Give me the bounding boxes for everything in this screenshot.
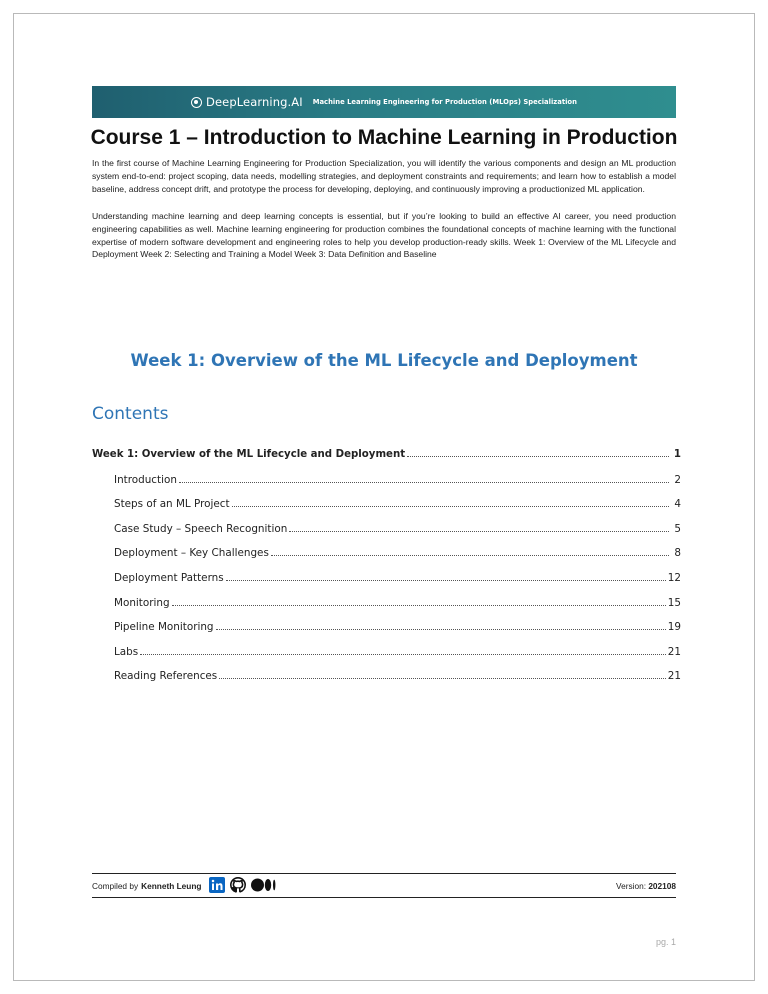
toc-leader-dots	[271, 554, 669, 556]
toc-entry-monitoring[interactable]	[92, 597, 681, 622]
toc-entry-introduction[interactable]	[92, 474, 681, 499]
toc-entry-label: Introduction	[114, 473, 177, 486]
intro-paragraph-1: In the first course of Machine Learning Engineering for Production Specialization, you will identify the various components and design an ML production system end-to-end: project scoping, data needs, modelling strategies, and deployment constraints and requirements; and learn how to establish a model baseline, address concept drift, and prototype the process for developing, deploying, and continuously improving a productionized ML application.	[92, 158, 676, 194]
toc-entry-label: Week 1: Overview of the ML Lifecycle and Deployment	[92, 449, 406, 460]
brand-name: DeepLearning.AI	[206, 95, 303, 109]
toc-entry-reading-references[interactable]	[92, 670, 681, 695]
footer-credit	[92, 878, 282, 894]
table-of-contents	[92, 449, 681, 695]
toc-leader-dots	[172, 604, 666, 606]
toc-entry-label: Deployment – Key Challenges	[114, 547, 269, 560]
contents-heading: Contents	[92, 404, 169, 424]
toc-entry-week-1[interactable]	[92, 449, 681, 474]
week-heading: Week 1: Overview of the ML Lifecycle and Deployment	[130, 351, 638, 370]
toc-entry-page: 12	[667, 571, 681, 584]
toc-leader-dots	[140, 653, 666, 655]
toc-entry-page: 4	[674, 498, 681, 511]
toc-leader-dots	[179, 481, 669, 483]
brand-logo	[191, 95, 303, 109]
toc-leader-dots	[219, 677, 666, 679]
author-name: Kenneth Leung	[141, 881, 202, 891]
intro-paragraph-2: Understanding machine learning and deep learning concepts is essential, but if you’re looking to build an effective AI career, you need production engineering capabilities as well. Machine learning engineering for production combines the foundational concepts of machine learning with the functional expertise of modern software development and engineering roles to help you develop production-ready skills. Week 1: Overview of the ML Lifecycle and Deployment Week 2: Selecting and Training a Model Week 3: Data Definition and Baseline	[92, 211, 676, 260]
specialization-title: Machine Learning Engineering for Production (MLOps) Specialization	[312, 98, 577, 106]
github-icon[interactable]	[230, 877, 246, 895]
toc-entry-pipeline-monitoring[interactable]	[92, 621, 681, 646]
deeplearning-logo-icon	[191, 97, 202, 108]
version-info	[616, 881, 676, 891]
medium-icon[interactable]	[251, 878, 277, 894]
toc-entry-page: 21	[667, 670, 681, 683]
toc-leader-dots	[226, 579, 666, 581]
compiled-by-label: Compiled by	[92, 881, 139, 891]
toc-entry-page: 19	[667, 621, 681, 634]
toc-entry-label: Case Study – Speech Recognition	[114, 522, 288, 535]
toc-entry-deployment-patterns[interactable]	[92, 572, 681, 597]
toc-entry-case-study[interactable]	[92, 523, 681, 548]
version-value: 202108	[648, 881, 676, 891]
toc-entry-label: Monitoring	[114, 596, 170, 609]
footer-divider-top	[92, 873, 676, 874]
header-banner	[92, 86, 676, 118]
toc-leader-dots	[289, 530, 669, 532]
toc-entry-page: 1	[673, 449, 681, 460]
course-title: Course 1 – Introduction to Machine Learning in Production	[90, 126, 678, 149]
toc-leader-dots	[232, 505, 669, 507]
toc-entry-labs[interactable]	[92, 646, 681, 671]
toc-entry-steps[interactable]	[92, 498, 681, 523]
toc-leader-dots	[407, 455, 669, 457]
toc-entry-page: 21	[667, 645, 681, 658]
linkedin-icon[interactable]	[209, 877, 225, 895]
toc-entry-page: 15	[667, 596, 681, 609]
version-label: Version:	[616, 881, 646, 891]
toc-entry-page: 2	[674, 473, 681, 486]
toc-entry-label: Deployment Patterns	[114, 571, 224, 584]
toc-entry-page: 5	[674, 522, 681, 535]
toc-entry-page: 8	[674, 547, 681, 560]
toc-entry-label: Pipeline Monitoring	[114, 621, 214, 634]
toc-entry-deployment-challenges[interactable]	[92, 547, 681, 572]
footer-divider-bottom	[92, 897, 676, 898]
toc-entry-label: Reading References	[114, 670, 218, 683]
toc-leader-dots	[216, 628, 666, 630]
toc-entry-label: Labs	[114, 645, 139, 658]
toc-entry-label: Steps of an ML Project	[114, 498, 230, 511]
page-number: pg. 1	[655, 937, 676, 947]
